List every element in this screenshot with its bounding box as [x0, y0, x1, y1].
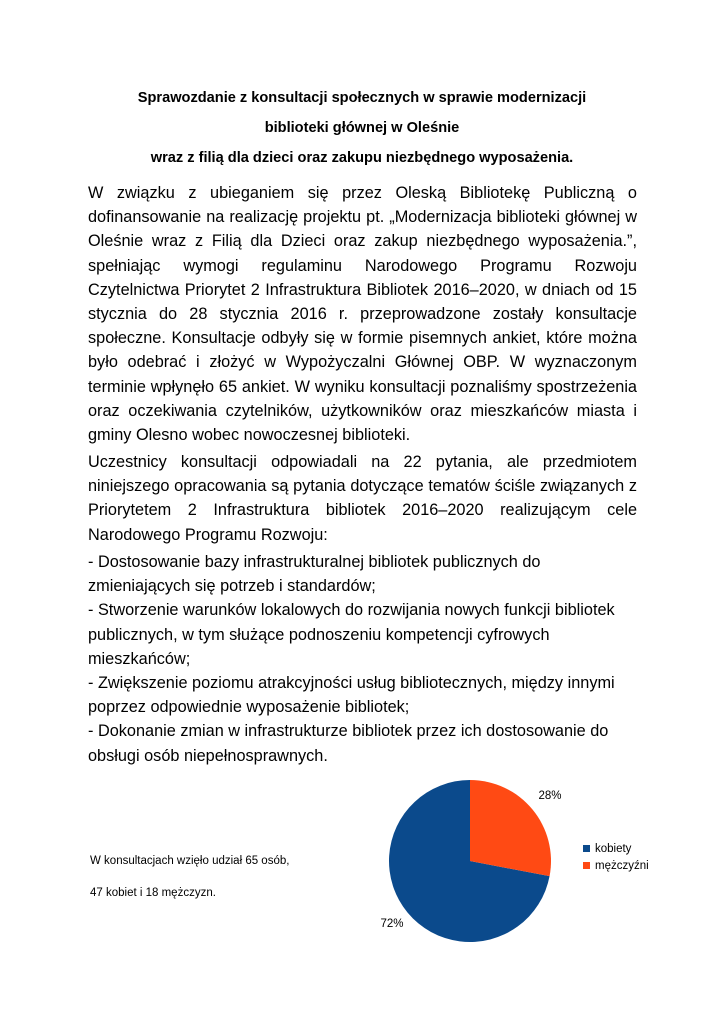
- legend-item-mezczyzni: [583, 857, 649, 874]
- participants-note: W konsultacjach wzięło udział 65 osób,: [90, 855, 290, 867]
- report-title-line-2: biblioteki głównej w Oleśnie: [264, 120, 460, 136]
- legend-item-kobiety: [583, 840, 649, 857]
- report-title-line-3: wraz z filią dla dzieci oraz zakupu niezbędnego wyposażenia.: [150, 150, 574, 166]
- legend-swatch-kobiety: [583, 845, 590, 852]
- questions-paragraph: Uczestnicy konsultacji odpowiadali na 22 pytania, ale przedmiotem niniejszego opracowania są pytania dotyczące tematów ściśle związanych z Priorytetem 2 Infrastruktura bibliotek 2016–2020 realizującym cele Narodowego Programu Rozwoju:: [88, 453, 637, 544]
- list-item: - Zwiększenie poziomu atrakcyjności usług bibliotecznych, między innymi poprzez odpowiednie wyposażenie bibliotek;: [88, 674, 615, 717]
- report-title-line-1: Sprawozdanie z konsultacji społecznych w sprawie modernizacji: [137, 90, 587, 106]
- intro-paragraph: W związku z ubieganiem się przez Oleską Bibliotekę Publiczną o dofinansowanie na realizację projektu pt. „Modernizacja biblioteki głównej w Oleśnie wraz z Filią dla Dzieci oraz zakup niezbędnego wyposażenia.”, spełniając wymogi regulaminu Narodowego Programu Rozwoju Czytelnictwa Priorytet 2 Infrastruktura Bibliotek 2016–2020, w dniach od 15 stycznia do 28 stycznia 2016 r. przeprowadzone zostały konsultacje społeczne. Konsultacje odbyły się w formie pisemnych ankiet, które można było odebrać i złożyć w Wypożyczalni Głównej OBP. W wyznaczonym terminie wpłynęło 65 ankiet. W wyniku konsultacji poznaliśmy spostrzeżenia oraz oczekiwania czytelników, użytkowników oraz mieszkańców miasta i gminy Olesno wobec nowoczesnej biblioteki.: [88, 184, 637, 445]
- list-item: - Dostosowanie bazy infrastrukturalnej bibliotek publicznych do zmieniających się potrzeb i standardów;: [88, 553, 541, 596]
- list-item: - Dokonanie zmian w infrastrukturze bibliotek przez ich dostosowanie do obsługi osób niepełnosprawnych.: [88, 722, 609, 765]
- legend-label: kobiety: [595, 842, 632, 855]
- gender-pie-chart: [370, 770, 580, 970]
- legend-label: mężczyźni: [595, 859, 649, 872]
- pie-data-label: 28%: [538, 790, 562, 802]
- priority-goals-list: [88, 550, 637, 768]
- legend-swatch-mezczyzni: [583, 862, 590, 869]
- list-item: - Stworzenie warunków lokalowych do rozwijania nowych funkcji bibliotek publicznych, w tym służące podnoszeniu kompetencji cyfrowych mieszkańców;: [88, 601, 615, 668]
- chart-legend: [583, 840, 649, 874]
- pie-data-label: 72%: [380, 918, 404, 930]
- participants-breakdown-note: 47 kobiet i 18 mężczyzn.: [90, 887, 216, 899]
